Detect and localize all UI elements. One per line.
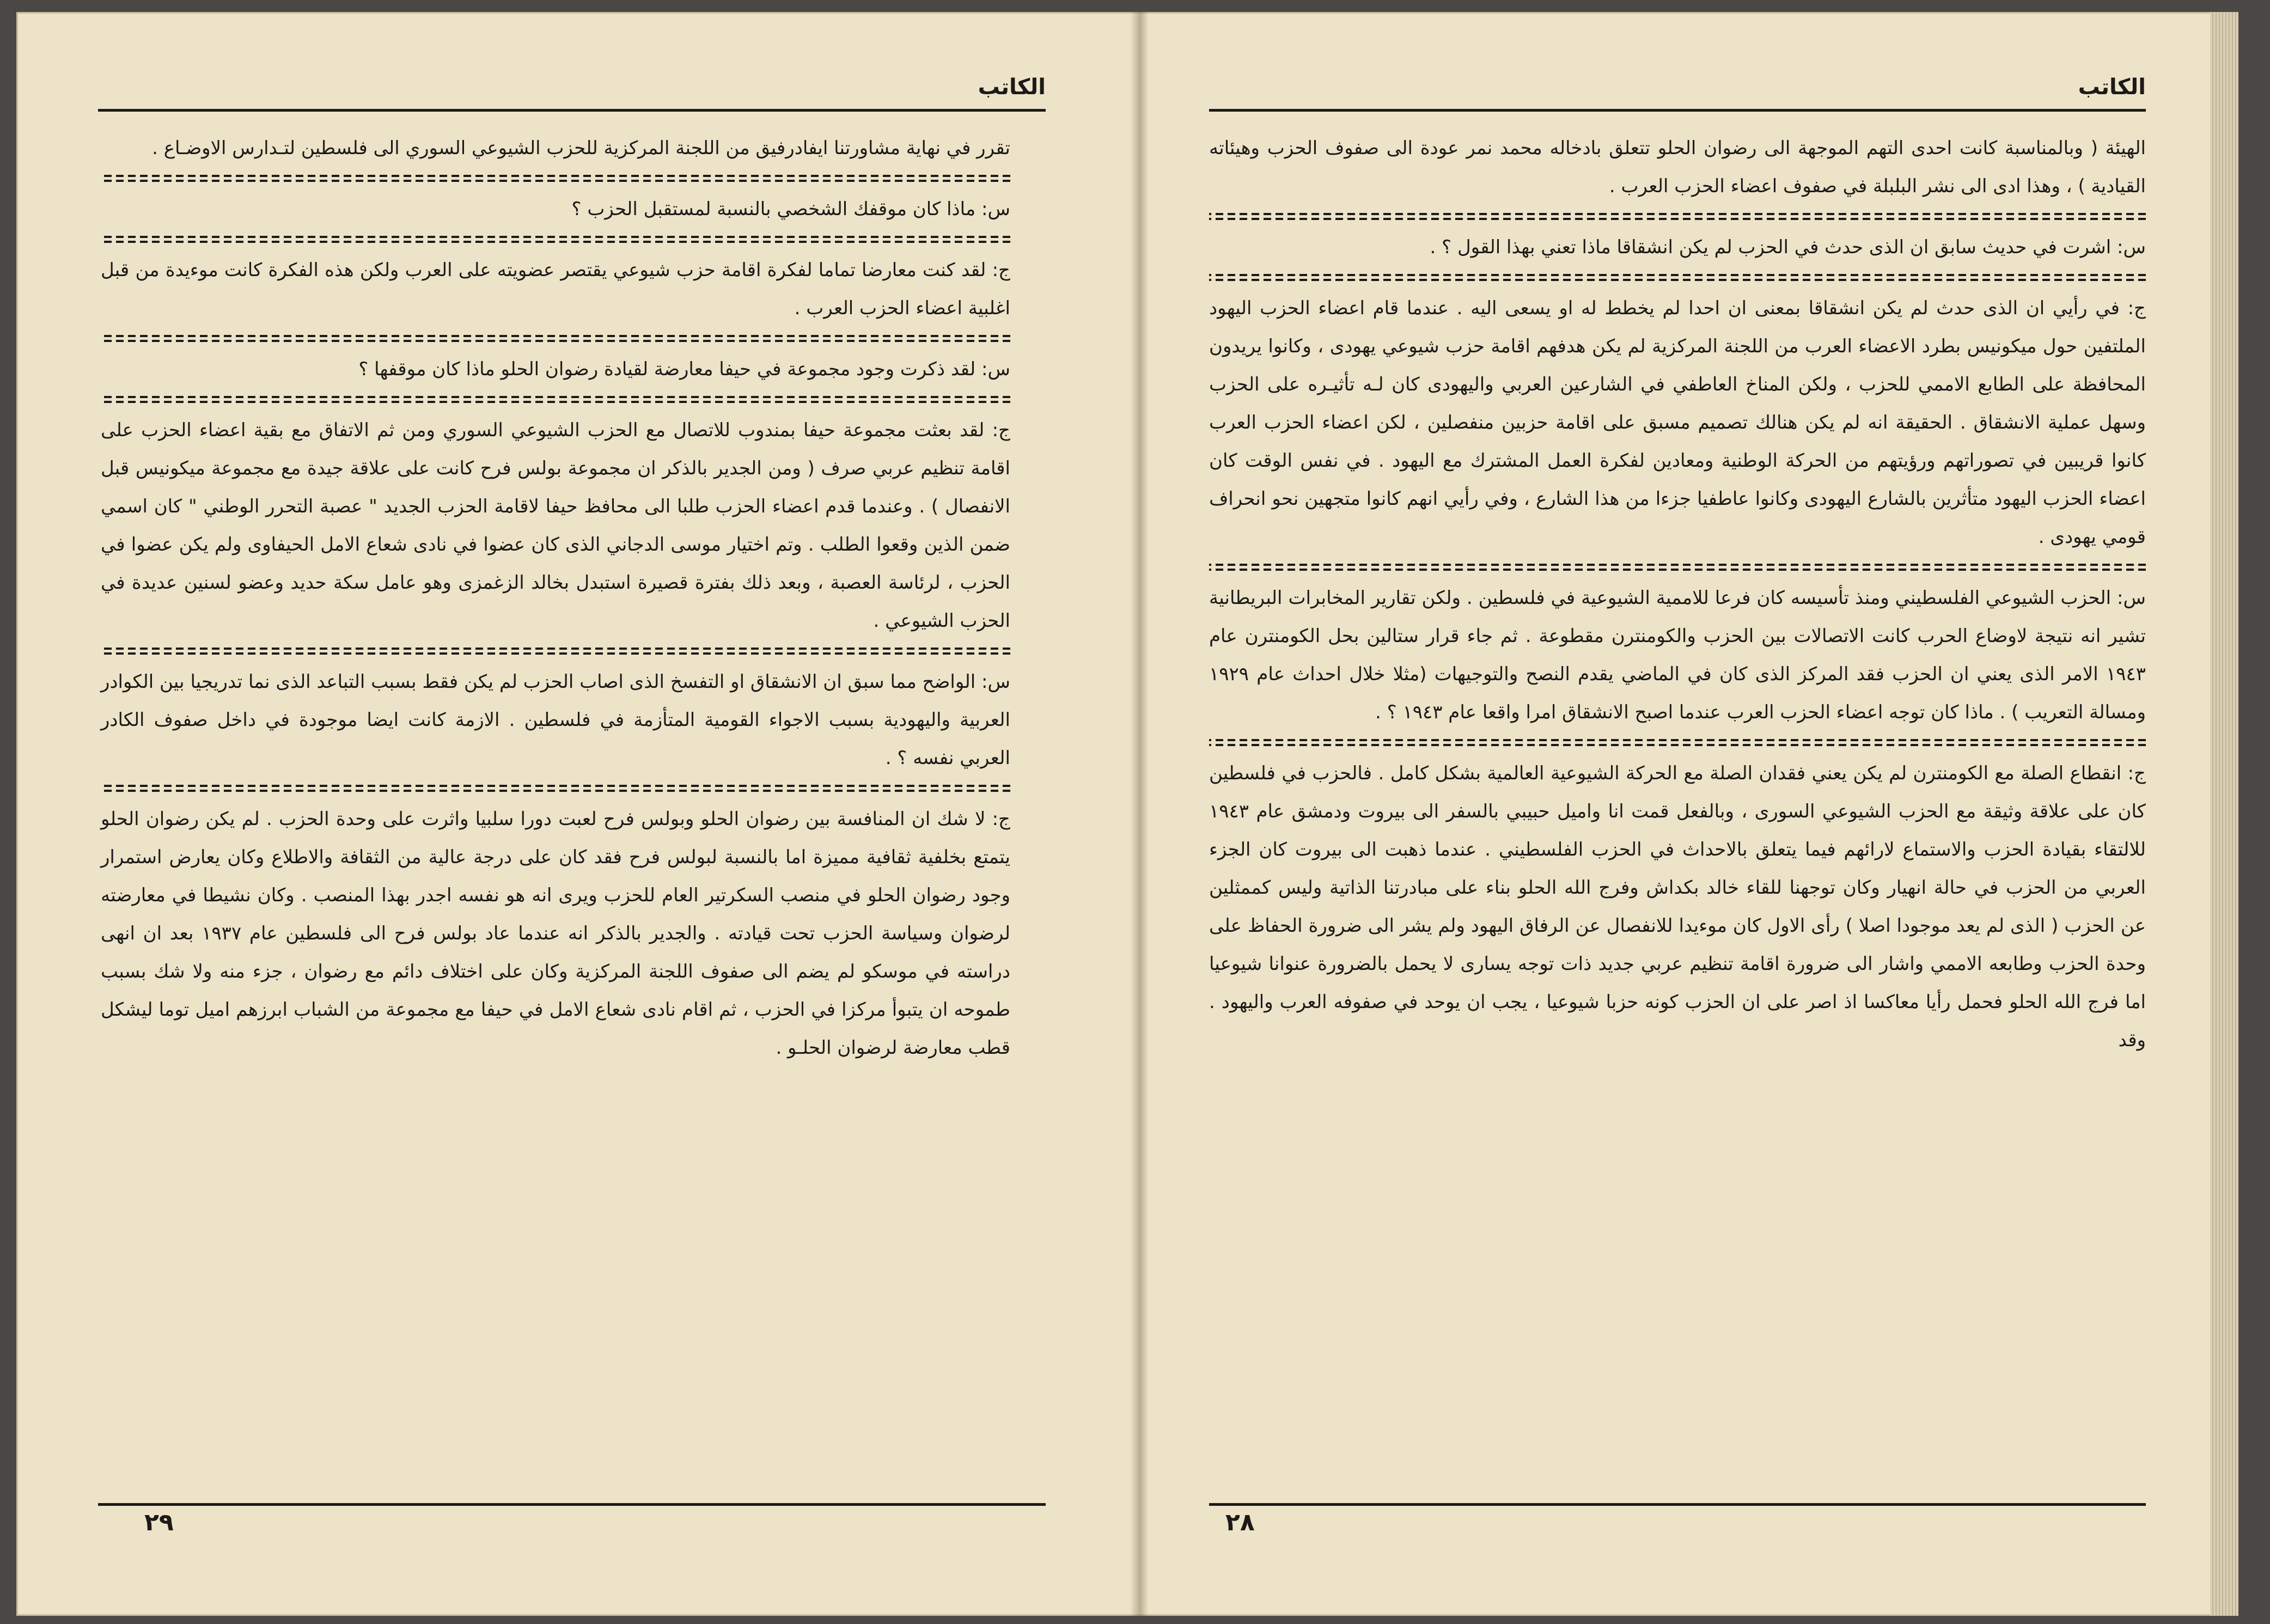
interview-paragraph: س: اشرت في حديث سابق ان الذى حدث في الحزب لم يكن انشقاقا ماذا تعني بهذا القول ؟ . [1430, 236, 2146, 258]
separator-line [1209, 273, 2146, 283]
running-head-right: الكاتب [2078, 75, 2146, 100]
interview-paragraph: تقرر في نهاية مشاورتنا ايفادرفيق من اللجنة المركزية للحزب الشيوعي السوري الى فلسطين لتـدارس الاوضـاع . [152, 137, 1010, 159]
right-page-body [1209, 129, 2146, 1059]
book-gutter [1130, 12, 1149, 1616]
separator-line [101, 395, 1010, 405]
separator-line [101, 174, 1010, 184]
right-page [1209, 12, 2146, 1616]
left-page [98, 12, 1046, 1616]
interview-paragraph: س: لقد ذكرت وجود مجموعة في حيفا معارضة لقيادة رضوان الحلو ماذا كان موقفها ؟ [358, 358, 1010, 380]
interview-paragraph: ج: لقد كنت معارضا تماما لفكرة اقامة حزب شيوعي يقتصر عضويته على العرب ولكن هذه الفكرة كانت موءيدة من قبل اغلبية اعضاء الحزب العرب . [101, 259, 1010, 319]
interview-paragraph: ج: لا شك ان المنافسة بين رضوان الحلو وبولس فرح لعبت دورا سلبيا واثرت على وحدة الحزب . لم يكن رضوان الحلو يتمتع بخلفية ثقافية مميزة اما بالنسبة لبولس فرح فقد كان على درجة عالية من الثقافة والاطلاع وكان يعارض استمرار وجود رضوان الحلو في منصب السكرتير العام للحزب ويرى انه هو نفسه اجدر بهذا المنصب . وكان نشيطا في معارضته لرضوان وسياسة الحزب تحت قيادته . والجدير بالذكر انه عندما عاد بولس فرح الى فلسطين عام ١٩٣٧ بعد ان انهى دراسته في موسكو لم يضم الى صفوف اللجنة المركزية وكان على اختلاف دائم مع رضوان ، جزء منه ولا شك بسبب طموحه ان يتبوأ مركزا في الحزب ، ثم اقام نادى شعاع الامل في حيفا مع مجموعة من الشباب ابرزهم اميل توما ليشكل قطب معارضة لرضوان الحلـو . [101, 808, 1010, 1059]
interview-paragraph: س: الحزب الشيوعي الفلسطيني ومنذ تأسيسه كان فرعا للاممية الشيوعية في فلسطين . ولكن تقارير المخابرات البريطانية تشير انه نتيجة لاوضاع الحرب كانت الاتصالات بين الحزب والكومنترن مقطوعة . ثم جاء قرار ستالين بحل الكومنترن عام ١٩٤٣ الامر الذى يعني ان الحزب فقد المركز الذى كان في الماضي يقدم النصح والتوجيهات (مثلا خلال احداث عام ١٩٢٩ ومسالة التعريب ) . ماذا كان توجه اعضاء الحزب العرب عندما اصبح الانشقاق امرا واقعا عام ١٩٤٣ ؟ . [1209, 587, 2146, 723]
page-edges [2210, 12, 2238, 1616]
page-number-left: ٢٩ [144, 1509, 174, 1536]
interview-paragraph: ج: لقد بعثت مجموعة حيفا بمندوب للاتصال مع الحزب الشيوعي السوري ومن ثم الاتفاق مع بقية اعضاء الحزب على اقامة تنظيم عربي صرف ( ومن الجدير بالذكر ان مجموعة بولس فرح كانت على علاقة جيدة مع مجموعة ميكونيس قبل الانفصال ) . وعندما قدم اعضاء الحزب طلبا الى محافظ حيفا لاقامة الحزب الجديد " عصبة التحرر الوطني " كان اسمي ضمن الذين وقعوا الطلب . وتم اختيار موسى الدجاني الذى كان عضوا في نادى شعاع الامل الحيفاوى ولم يكن عضوا في الحزب ، لرئاسة العصبة ، وبعد ذلك بفترة قصيرة استبدل بخالد الزغمزى وهو عامل سكة حديد وعضو لسنين عديدة في الحزب الشيوعي . [101, 419, 1010, 632]
header-rule-left [98, 109, 1046, 112]
interview-paragraph: س: الواضح مما سبق ان الانشقاق او التفسخ الذى اصاب الحزب لم يكن فقط بسبب التباعد الذى نما تدريجيا بين الكوادر العربية واليهودية بسبب الاجواء القومية المتأزمة في فلسطين . الازمة كانت ايضا موجودة في داخل صفوف الكادر العربي نفسه ؟ . [101, 671, 1010, 769]
separator-line [1209, 212, 2146, 222]
header-rule-right [1209, 109, 2146, 112]
interview-paragraph: ج: انقطاع الصلة مع الكومنترن لم يكن يعني فقدان الصلة مع الحركة الشيوعية العالمية بشكل كامل . فالحزب في فلسطين كان على علاقة وثيقة مع الحزب الشيوعي السورى ، وبالفعل قمت انا واميل حبيبي بالسفر الى بيروت ودمشق عام ١٩٤٣ للالتقاء بقيادة الحزب والاستماع لارائهم فيما يتعلق بالاحداث في الحزب الفلسطيني . عندما ذهبت الى بيروت كان الجزء العربي من الحزب في حالة انهيار وكان توجهنا للقاء خالد بكداش وفرج الله الحلو بناء على مبادرتنا الذاتية وليس كممثلين عن الحزب ( الذى لم يعد موجودا اصلا ) رأى الاول كان موءيدا للانفصال عن الرفاق اليهود ولم يشر الى ضرورة الحفاظ على وحدة الحزب وطابعه الاممي واشار الى ضرورة اقامة تنظيم عربي جديد ذات توجه يسارى لا يحمل بالضرورة عنوانا شيوعيا اما فرج الله الحلو فحمل رأيا معاكسا اذ اصر على ان الحزب كونه حزبا شيوعيا ، يجب ان يوحد في صفوفه العرب واليهود . وقد [1209, 762, 2146, 1051]
footer-rule-right [1209, 1503, 2146, 1506]
left-page-body [101, 129, 1010, 1067]
interview-paragraph: الهيئة ( وبالمناسبة كانت احدى التهم الموجهة الى رضوان الحلو تتعلق بادخاله محمد نمر عودة الى صفوف الحزب وهيئاته القيادية ) ، وهذا ادى الى نشر البلبلة في صفوف اعضاء الحزب العرب . [1209, 137, 2146, 197]
separator-line [101, 235, 1010, 245]
separator-line [101, 334, 1010, 344]
footer-rule-left [98, 1503, 1046, 1506]
running-head-left: الكاتب [978, 75, 1046, 100]
separator-line [101, 646, 1010, 656]
separator-line [101, 784, 1010, 793]
book-spread [16, 12, 2238, 1616]
interview-paragraph: ج: في رأيي ان الذى حدث لم يكن انشقاقا بمعنى ان احدا لم يخطط له او يسعى اليه . عندما قام اعضاء الحزب اليهود الملتفين حول ميكونيس بطرد الاعضاء العرب من اللجنة المركزية لم يكن هدفهم اقامة حزب شيوعي يهودى ، وكانوا يريدون المحافظة على الطابع الاممي للحزب ، ولكن المناخ العاطفي في الشارعين العربي واليهودى كان لـه تأثيـره على الحزب وسهل عملية الانشقاق . الحقيقة انه لم يكن هنالك تصميم مسبق على اقامة حزبين منفصلين ، لكن اعضاء الحزب العرب كانوا قريبين في تصوراتهم ورؤيتهم من الحركة الوطنية ومعادين لفكرة العمل المشترك مع اليهود . في نفس الوقت كان اعضاء الحزب اليهود متأثرين بالشارع اليهودى وكانوا عاطفيا جزءا من هذا الشارع ، وفي رأيي انهم كانوا متجهين نحو انحراف قومي يهودى . [1209, 297, 2146, 548]
separator-line [1209, 563, 2146, 572]
separator-line [1209, 738, 2146, 748]
page-number-right: ٢٨ [1225, 1509, 1255, 1536]
interview-paragraph: س: ماذا كان موقفك الشخصي بالنسبة لمستقبل الحزب ؟ [571, 198, 1010, 220]
